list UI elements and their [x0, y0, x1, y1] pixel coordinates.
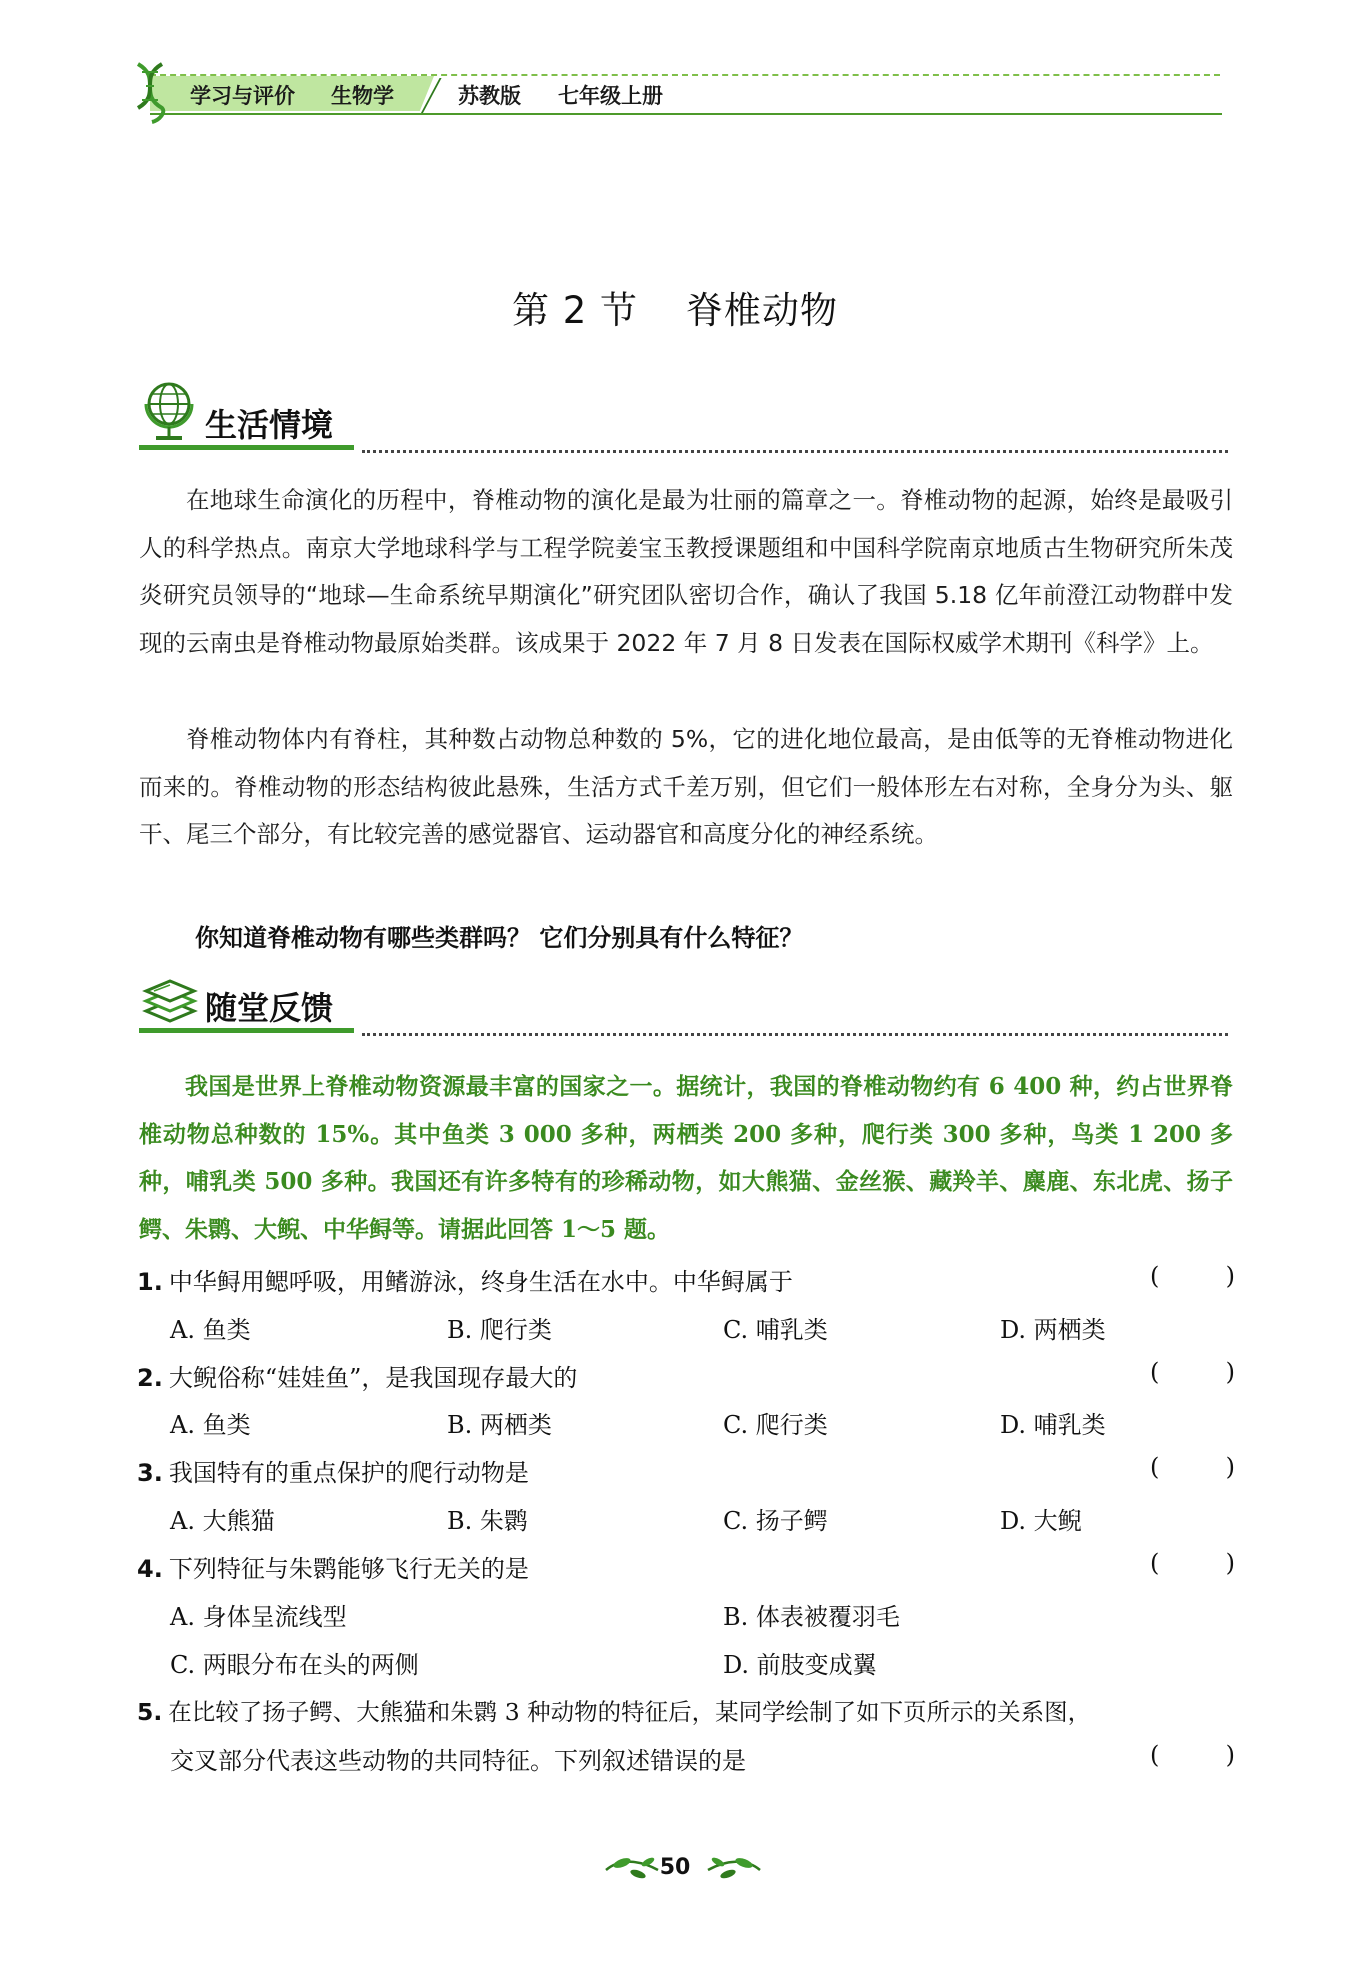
- header-brand: 学习与评价: [190, 84, 295, 108]
- leaf-ornament-right-icon: [704, 1854, 764, 1880]
- globe-icon: [140, 378, 198, 444]
- question-stem: 下列特征与朱鹮能够飞行无关的是: [168, 1555, 529, 1583]
- answer-blank[interactable]: ( ): [1150, 1549, 1235, 1577]
- section-dotted-line: [362, 450, 1228, 453]
- option: A. 大熊猫: [170, 1507, 275, 1535]
- option: B. 体表被覆羽毛: [723, 1603, 900, 1631]
- question-stem: 在比较了扬子鳄、大熊猫和朱鹮 3 种动物的特征后，某同学绘制了如下页所示的关系图，: [168, 1698, 1092, 1726]
- header-rule: [150, 113, 1222, 115]
- header-publisher: 苏教版: [458, 84, 521, 108]
- option: D. 两栖类: [1000, 1316, 1106, 1344]
- dna-helix-icon: [130, 60, 170, 124]
- option: D. 前肢变成翼: [723, 1651, 877, 1679]
- header-subject: 生物学: [331, 84, 394, 108]
- option: C. 两眼分布在头的两侧: [170, 1651, 419, 1679]
- answer-blank[interactable]: ( ): [1150, 1453, 1235, 1481]
- answer-blank[interactable]: ( ): [1150, 1741, 1235, 1769]
- option: A. 鱼类: [170, 1411, 251, 1439]
- section-heading-life: 生活情境: [205, 406, 334, 444]
- answer-blank[interactable]: ( ): [1150, 1262, 1235, 1290]
- question-stem-continued: 交叉部分代表这些动物的共同特征。下列叙述错误的是: [170, 1747, 746, 1775]
- page-number: 50: [659, 1855, 691, 1880]
- question-stem: 大鲵俗称“娃娃鱼”，是我国现存最大的: [168, 1364, 578, 1392]
- option: A. 鱼类: [170, 1316, 251, 1344]
- question-number: 5.: [137, 1698, 163, 1726]
- page-title: [0, 280, 1350, 334]
- books-icon: [140, 975, 200, 1025]
- question-number: 1.: [137, 1268, 163, 1296]
- option: B. 爬行类: [447, 1316, 552, 1344]
- life-paragraph-1: 在地球生命演化的历程中，脊椎动物的演化是最为壮丽的篇章之一。脊椎动物的起源，始终是最吸引人的科学热点。南京大学地球科学与工程学院姜宝玉教授课题组和中国科学院南京地质古生物研究所朱茂炎研究员领导的“地球—生命系统早期演化”研究团队密切合作，确认了我国 5.18 亿年前澄江动物群中发现的云南虫是脊椎动物最原始类群。该成果于 2022 年 7 月 8 日发表在国际权威学术期刊《科学》上。: [139, 486, 1233, 657]
- section-number: 第 2 节: [511, 289, 639, 332]
- option: C. 哺乳类: [723, 1316, 828, 1344]
- feedback-intro: 我国是世界上脊椎动物资源最丰富的国家之一。据统计，我国的脊椎动物约有 6 400 种，约占世界脊椎动物总种数的 15%。其中鱼类 3 000 多种，两栖类 200 多种，爬行类 300 多种，鸟类 1 200 多种，哺乳类 500 多种。我国还有许多特有的珍稀动物，如大熊猫、金丝猴、藏羚羊、麋鹿、东北虎、扬子鳄、朱鹮、大鲵、中华鲟等。请据此回答 1～5 题。: [139, 1073, 1233, 1243]
- question-number: 4.: [137, 1555, 163, 1583]
- question-stem: 中华鲟用鳃呼吸，用鳍游泳，终身生活在水中。中华鲟属于: [168, 1268, 793, 1296]
- option: B. 朱鹮: [447, 1507, 528, 1535]
- option: C. 扬子鳄: [723, 1507, 828, 1535]
- option: D. 大鲵: [1000, 1507, 1082, 1535]
- question-1: [137, 1262, 793, 1297]
- option: A. 身体呈流线型: [170, 1603, 347, 1631]
- question-stem: 我国特有的重点保护的爬行动物是: [168, 1459, 529, 1487]
- option: C. 爬行类: [723, 1411, 828, 1439]
- question-5: [137, 1693, 1091, 1727]
- header-grade: 七年级上册: [558, 84, 663, 108]
- option: D. 哺乳类: [1000, 1411, 1106, 1439]
- section-underline: [139, 445, 354, 450]
- question-number: 2.: [137, 1364, 163, 1392]
- option: B. 两栖类: [447, 1411, 552, 1439]
- question-number: 3.: [137, 1459, 163, 1487]
- section-heading-feedback: 随堂反馈: [205, 989, 334, 1027]
- answer-blank[interactable]: ( ): [1150, 1358, 1235, 1386]
- life-question: 你知道脊椎动物有哪些类群吗？ 它们分别具有什么特征？: [195, 924, 804, 952]
- section-dotted-line: [362, 1033, 1228, 1036]
- section-underline: [139, 1028, 354, 1033]
- section-name: 脊椎动物: [686, 289, 839, 332]
- question-3: [137, 1453, 529, 1488]
- question-2: [137, 1358, 577, 1393]
- life-paragraph-2: 脊椎动物体内有脊柱，其种数占动物总种数的 5%，它的进化地位最高，是由低等的无脊椎动物进化而来的。脊椎动物的形态结构彼此悬殊，生活方式千差万别，但它们一般体形左右对称，全身分为头、躯干、尾三个部分，有比较完善的感觉器官、运动器官和高度分化的神经系统。: [139, 725, 1233, 848]
- header-dashed-line: [150, 74, 1220, 76]
- question-4: [137, 1549, 529, 1584]
